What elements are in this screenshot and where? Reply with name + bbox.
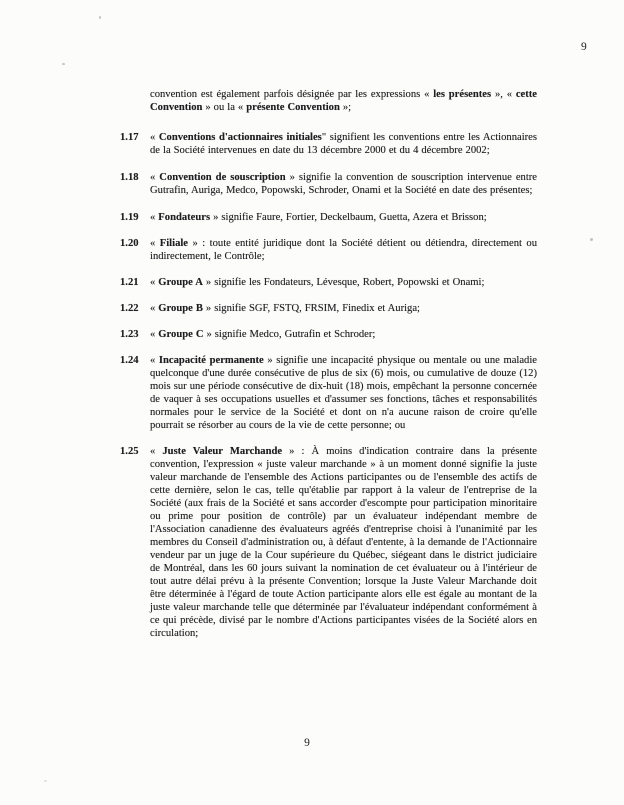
clause-text: « Incapacité permanente » signifie une incapacité physique ou mentale ou une maladie quelconque d'une durée consécutive de plus de six (6) mois, ou cumulative de douze (12) mois sur une période consécutive de dix-huit (18) mois, empêchant la personne concernée de vaquer à ses occupations usuelles et d'assumer ses fonctions, tâches et responsabilités normales pour le service de la Société et dont on n'a aucune raison de croire qu'elle pourrait se résorber au cours de la vie de cette personne; ou <box>150 355 537 431</box>
clause-number: 1.23 <box>120 329 139 340</box>
clause-number: 1.19 <box>120 212 139 223</box>
page-number-header: 9 <box>581 41 587 53</box>
clause-number: 1.21 <box>120 277 139 288</box>
clause-text: « Convention de souscription » signifie la convention de souscription intervenue entre Gutrafin, Auriga, Medco, Popowski, Schroder, Onami et la Société en date des présentes; <box>150 172 537 196</box>
scan-speck <box>590 238 593 241</box>
clause-1-23 <box>120 328 537 341</box>
document-body <box>120 88 537 640</box>
clause-text: « Conventions d'actionnaires initiales" signifient les conventions entre les Actionnaires de la Société intervenues en date du 13 décembre 2000 et du 4 décembre 2002; <box>150 132 538 156</box>
clause-text: « Groupe A » signifie les Fondateurs, Lévesque, Robert, Popowski et Onami; <box>150 277 485 288</box>
clause-number: 1.22 <box>120 303 139 314</box>
clause-1-21 <box>120 276 537 289</box>
clause-text: « Groupe C » signifie Medco, Gutrafin et Schroder; <box>150 329 376 340</box>
scan-speck <box>62 63 65 65</box>
clause-text: « Fondateurs » signifie Faure, Fortier, Deckelbaum, Guetta, Azera et Brisson; <box>150 212 487 223</box>
scan-speck <box>44 780 47 782</box>
page-number-footer: 9 <box>304 737 310 749</box>
clause-1-20 <box>120 237 537 263</box>
clause-text: « Juste Valeur Marchande » : À moins d'indication contraire dans la présente convention, l'expression « juste valeur marchande » à un moment donné signifie la juste valeur marchande de l'ensemble des Actions participantes ou de l'ensemble des actifs de cette dernière, selon le cas, telle qu'établie par rapport à la valeur de l'entreprise de la Société (aux frais de la Société et sans accorder d'escompte pour participation minoritaire ou prime pour position de contrôle) par un évaluateur indépendant membre de l'Association canadienne des évaluateurs agréés d'entreprise choisi à l'unanimité par les membres du Conseil d'administration ou, à défaut d'entente, à la demande de l'Actionnaire vendeur par un juge de la Cour supérieure du Québec, siégeant dans le district judiciaire de Montréal, dans les 60 jours suivant la nomination de cet évaluateur ou à l'intérieur de tout autre délai prévu à la présente Convention; lorsque la Juste Valeur Marchande doit être déterminée à l'égard de toute Action participante alors elle est égale au montant de la juste valeur marchande telle que déterminée par l'évaluateur indépendant conformément à ce qui précède, divisé par le nombre d'Actions participantes visées de la Société alors en circulation; <box>150 446 537 639</box>
clause-text: « Filiale » : toute entité juridique dont la Société détient ou détiendra, directement ou indirectement, le Contrôle; <box>150 238 537 262</box>
clause-number: 1.17 <box>120 132 139 143</box>
clause-number: 1.25 <box>120 446 139 457</box>
clause-1-17 <box>120 131 537 157</box>
clause-text: « Groupe B » signifie SGF, FSTQ, FRSIM, Finedix et Auriga; <box>150 303 420 314</box>
clause-number: 1.20 <box>120 238 139 249</box>
intro-paragraph: convention est également parfois désignée par les expressions « les présentes », « cette Convention » ou la « présente Convention »; <box>150 89 537 113</box>
clause-1-25 <box>120 445 537 640</box>
clause-number: 1.18 <box>120 172 139 183</box>
clause-1-18 <box>120 171 537 197</box>
clause-1-22 <box>120 302 537 315</box>
clause-number: 1.24 <box>120 355 139 366</box>
scan-speck <box>470 473 472 475</box>
clause-1-24 <box>120 354 537 432</box>
clause-1-19 <box>120 211 537 224</box>
scan-speck <box>99 16 101 19</box>
